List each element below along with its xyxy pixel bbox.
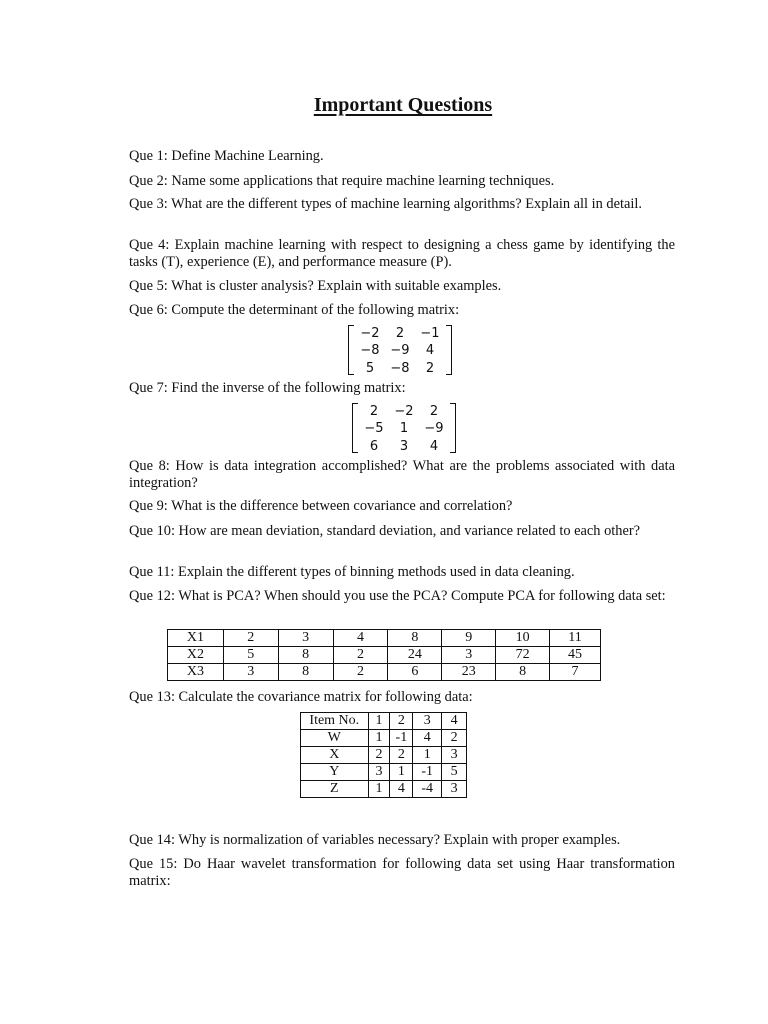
matrix-entries: [354, 325, 446, 375]
matrix-cell: −9: [390, 343, 410, 359]
table-cell: 2: [333, 647, 388, 664]
table-cell: 3: [223, 664, 278, 681]
table-header-cell: Item No.: [301, 713, 369, 730]
matrix-cell: 3: [399, 438, 409, 454]
table-cell: X1: [168, 630, 224, 647]
question-8: Que 8: How is data integration accomplished? What are the problems associated with data integration?: [129, 458, 675, 491]
matrix-cell: −2: [360, 326, 380, 342]
question-9: Que 9: What is the difference between covariance and correlation?: [129, 498, 513, 514]
question-3: Que 3: What are the different types of machine learning algorithms? Explain all in detail.: [129, 196, 642, 212]
table-header-cell: 1: [368, 713, 390, 730]
matrix-cell: 4: [429, 438, 439, 454]
question-2: Que 2: Name some applications that require machine learning techniques.: [129, 173, 555, 189]
matrix-cell: 4: [425, 343, 435, 359]
matrix-cell: −8: [360, 343, 380, 359]
table-cell: 1: [368, 730, 390, 747]
table-cell: 2: [368, 747, 390, 764]
question-5: Que 5: What is cluster analysis? Explain with suitable examples.: [129, 278, 502, 294]
table-row: [301, 764, 467, 781]
table-cell: 3: [442, 647, 496, 664]
question-7: Que 7: Find the inverse of the following matrix:: [129, 380, 406, 396]
table-header-row: [301, 713, 467, 730]
determinant-matrix: [348, 325, 452, 375]
matrix-right-bracket: [450, 403, 456, 453]
matrix-cell: −8: [390, 360, 410, 376]
table-row: [168, 647, 601, 664]
table-cell: X2: [168, 647, 224, 664]
pca-data-table: [167, 629, 601, 681]
matrix-right-bracket: [446, 325, 452, 375]
table-cell: 3: [368, 764, 390, 781]
table-row: [301, 781, 467, 798]
question-14: Que 14: Why is normalization of variables necessary? Explain with proper examples.: [129, 832, 621, 848]
table-cell: 24: [388, 647, 442, 664]
table-cell: 6: [388, 664, 442, 681]
table-row: [168, 630, 601, 647]
question-4: Que 4: Explain machine learning with respect to designing a chess game by identifying the tasks (T), experience (E), and performance measure (P).: [129, 237, 675, 270]
table-cell: 7: [550, 664, 601, 681]
matrix-cell: 2: [395, 326, 405, 342]
table-cell: 72: [496, 647, 550, 664]
table-cell: 9: [442, 630, 496, 647]
table-row: [301, 747, 467, 764]
table-cell: 3: [278, 630, 333, 647]
table-header-cell: 4: [442, 713, 467, 730]
inverse-matrix: [352, 403, 456, 453]
table-cell: 4: [390, 781, 413, 798]
matrix-cell: 5: [365, 360, 375, 376]
matrix-entries: [358, 403, 450, 453]
covariance-data-table: [300, 712, 467, 798]
table-cell: 1: [390, 764, 413, 781]
table-cell: Z: [301, 781, 369, 798]
table-cell: 8: [496, 664, 550, 681]
table-cell: 1: [413, 747, 442, 764]
table-cell: X: [301, 747, 369, 764]
table-cell: 2: [333, 664, 388, 681]
matrix-cell: −1: [420, 326, 440, 342]
table-row: [168, 664, 601, 681]
table-cell: 2: [442, 730, 467, 747]
table-cell: 2: [223, 630, 278, 647]
table-row: [301, 730, 467, 747]
matrix-cell: 1: [399, 421, 409, 437]
table-cell: 11: [550, 630, 601, 647]
table-cell: 45: [550, 647, 601, 664]
matrix-cell: 2: [425, 360, 435, 376]
matrix-cell: −5: [364, 421, 384, 437]
question-11: Que 11: Explain the different types of binning methods used in data cleaning.: [129, 564, 575, 580]
table-cell: 8: [278, 647, 333, 664]
matrix-cell: −9: [424, 421, 444, 437]
question-15: Que 15: Do Haar wavelet transformation for following data set using Haar transformation matrix:: [129, 856, 675, 889]
question-6: Que 6: Compute the determinant of the following matrix:: [129, 302, 460, 318]
table-cell: X3: [168, 664, 224, 681]
table-cell: 2: [390, 747, 413, 764]
table-cell: 8: [278, 664, 333, 681]
question-13: Que 13: Calculate the covariance matrix for following data:: [129, 689, 473, 705]
matrix-cell: −2: [394, 404, 414, 420]
question-1: Que 1: Define Machine Learning.: [129, 148, 324, 164]
table-cell: Y: [301, 764, 369, 781]
table-cell: -1: [390, 730, 413, 747]
table-cell: -4: [413, 781, 442, 798]
table-cell: 5: [223, 647, 278, 664]
table-cell: 3: [442, 781, 467, 798]
table-cell: 3: [442, 747, 467, 764]
table-cell: 4: [333, 630, 388, 647]
matrix-cell: 2: [429, 404, 439, 420]
question-12: Que 12: What is PCA? When should you use the PCA? Compute PCA for following data set:: [129, 588, 666, 604]
table-cell: 8: [388, 630, 442, 647]
question-10: Que 10: How are mean deviation, standard deviation, and variance related to each other?: [129, 523, 641, 539]
matrix-cell: 6: [369, 438, 379, 454]
table-cell: 23: [442, 664, 496, 681]
table-cell: 4: [413, 730, 442, 747]
table-cell: -1: [413, 764, 442, 781]
table-cell: 5: [442, 764, 467, 781]
table-header-cell: 3: [413, 713, 442, 730]
page-title: Important Questions: [313, 94, 493, 116]
table-cell: 10: [496, 630, 550, 647]
table-header-cell: 2: [390, 713, 413, 730]
table-cell: W: [301, 730, 369, 747]
matrix-cell: 2: [369, 404, 379, 420]
table-cell: 1: [368, 781, 390, 798]
